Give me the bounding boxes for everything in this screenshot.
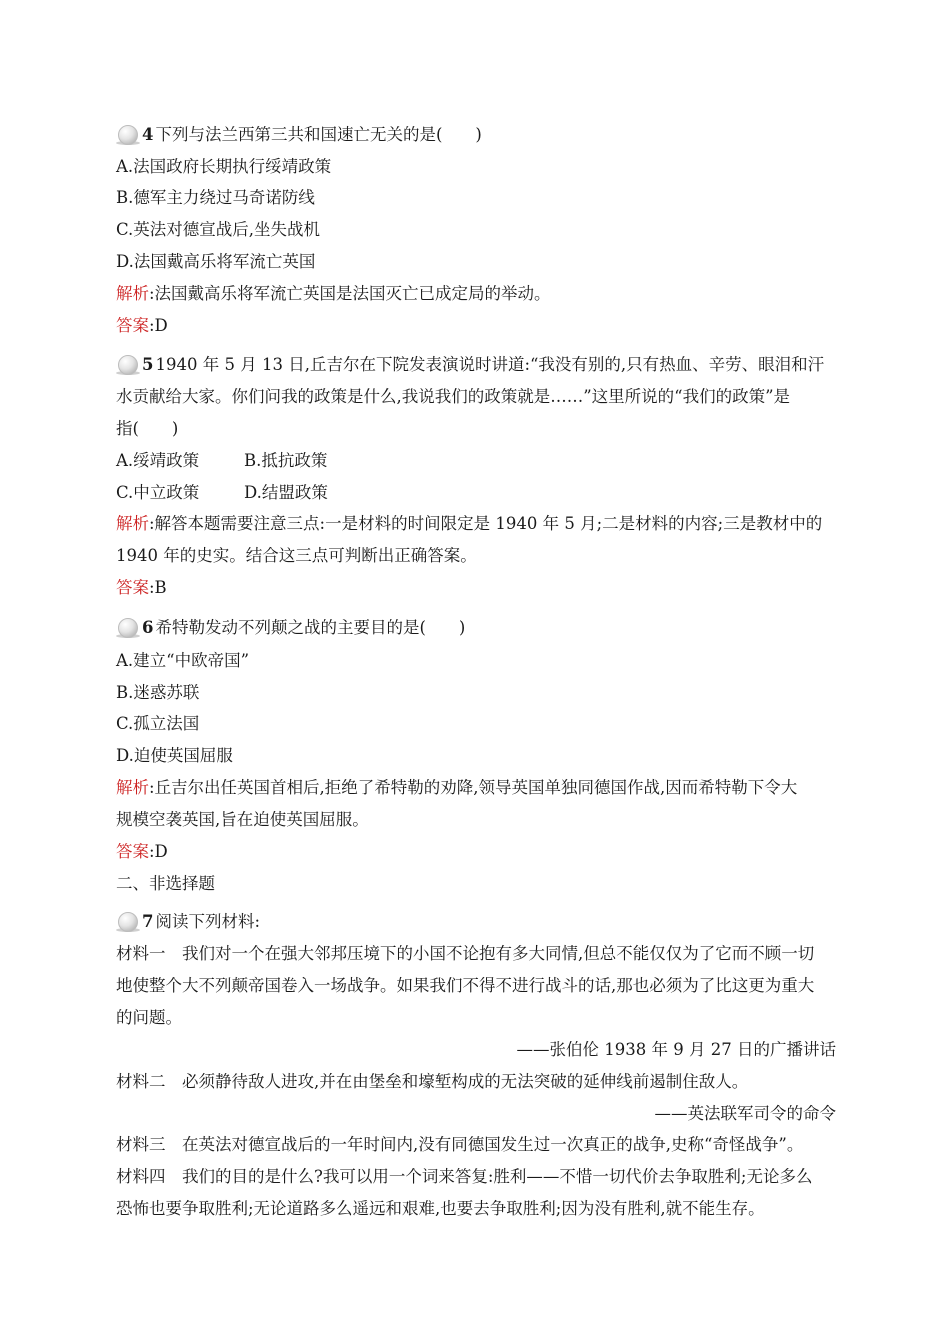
answer-text: :B (149, 578, 167, 597)
question-text: 1940 年 5 月 13 日,丘吉尔在下院发表演说时讲道:“我没有别的,只有热血、辛劳、眼泪和汗 (155, 355, 825, 374)
answer (116, 841, 836, 863)
analysis (116, 513, 836, 535)
analysis-text: :解答本题需要注意三点:一是材料的时间限定是 1940 年 5 月;二是材料的内容;三是教材中的 (149, 514, 823, 533)
question-7-stem (116, 911, 836, 933)
material-2: 材料二 必须静待敌人进攻,并在由堡垒和壕堑构成的无法突破的延伸线前遏制住敌人。 (116, 1072, 749, 1091)
option-c: C.英法对德宣战后,坐失战机 (116, 220, 321, 239)
analysis (116, 283, 836, 305)
answer-label: 答案 (116, 842, 149, 861)
question-4-stem (116, 124, 836, 146)
question-marker-icon (116, 354, 140, 376)
answer-text: :D (149, 842, 168, 861)
material-4-line: 恐怖也要争取胜利;无论道路多么遥远和艰难,也要去争取胜利;因为没有胜利,就不能生存。 (116, 1199, 765, 1218)
question-text: 阅读下列材料: (155, 912, 261, 931)
question-marker-icon (116, 617, 140, 639)
option-a: A.法国政府长期执行绥靖政策 (116, 157, 332, 176)
answer-label: 答案 (116, 316, 149, 335)
question-text: 下列与法兰西第三共和国速亡无关的是( ) (155, 125, 482, 144)
question-text-line: 水贡献给大家。你们问我的政策是什么,我说我们的政策就是……”这里所说的“我们的政策”是 (116, 387, 791, 406)
option-c: C.中立政策 (116, 483, 200, 502)
answer (116, 577, 836, 599)
question-text: 希特勒发动不列颠之战的主要目的是( ) (155, 618, 466, 637)
option-c: C.孤立法国 (116, 714, 200, 733)
analysis-text: :法国戴高乐将军流亡英国是法国灭亡已成定局的举动。 (149, 284, 551, 303)
analysis-label: 解析 (116, 514, 149, 533)
option-a: A.建立“中欧帝国” (116, 651, 250, 670)
analysis-text-line: 规模空袭英国,旨在迫使英国屈服。 (116, 810, 369, 829)
question-6-stem (116, 617, 836, 639)
question-text-line: 指( ) (116, 419, 179, 438)
question-marker-icon (116, 124, 140, 146)
analysis-text: :丘吉尔出任英国首相后,拒绝了希特勒的劝降,领导英国单独同德国作战,因而希特勒下令大 (149, 778, 798, 797)
question-number: 6 (142, 618, 154, 637)
answer-label: 答案 (116, 578, 149, 597)
analysis-label: 解析 (116, 778, 149, 797)
option-b: B.抵抗政策 (244, 451, 328, 470)
analysis-label: 解析 (116, 284, 149, 303)
material-1-line: 地使整个大不列颠帝国卷入一场战争。如果我们不得不进行战斗的话,那也必须为了比这更为重大 (116, 976, 815, 995)
answer (116, 315, 836, 337)
option-d: D.结盟政策 (244, 483, 328, 502)
option-b: B.德军主力绕过马奇诺防线 (116, 188, 315, 207)
material-1-line: 材料一 我们对一个在强大邻邦压境下的小国不论抱有多大同情,但总不能仅仅为了它而不顾一切 (116, 944, 815, 963)
option-d: D.迫使英国屈服 (116, 746, 233, 765)
material-1-line: 的问题。 (116, 1008, 182, 1027)
question-5-stem (116, 354, 836, 376)
options-row (116, 482, 836, 504)
answer-text: :D (149, 316, 168, 335)
question-marker-icon (116, 911, 140, 933)
material-2-source: ——英法联军司令的命令 (654, 1104, 836, 1123)
option-d: D.法国戴高乐将军流亡英国 (116, 252, 316, 271)
analysis (116, 777, 836, 799)
analysis-text-line: 1940 年的史实。结合这三点可判断出正确答案。 (116, 546, 477, 565)
material-4-line: 材料四 我们的目的是什么?我可以用一个词来答复:胜利——不惜一切代价去争取胜利;无论多么 (116, 1167, 813, 1186)
options-row (116, 450, 836, 472)
option-a: A.绥靖政策 (116, 451, 200, 470)
option-b: B.迷惑苏联 (116, 683, 200, 702)
question-number: 5 (142, 355, 154, 374)
material-3: 材料三 在英法对德宣战后的一年时间内,没有同德国发生过一次真正的战争,史称“奇怪战争”。 (116, 1135, 804, 1154)
question-number: 4 (142, 125, 154, 144)
question-number: 7 (142, 912, 154, 931)
material-1-source: ——张伯伦 1938 年 9 月 27 日的广播讲话 (516, 1040, 836, 1059)
section-title: 二、非选择题 (116, 874, 215, 893)
